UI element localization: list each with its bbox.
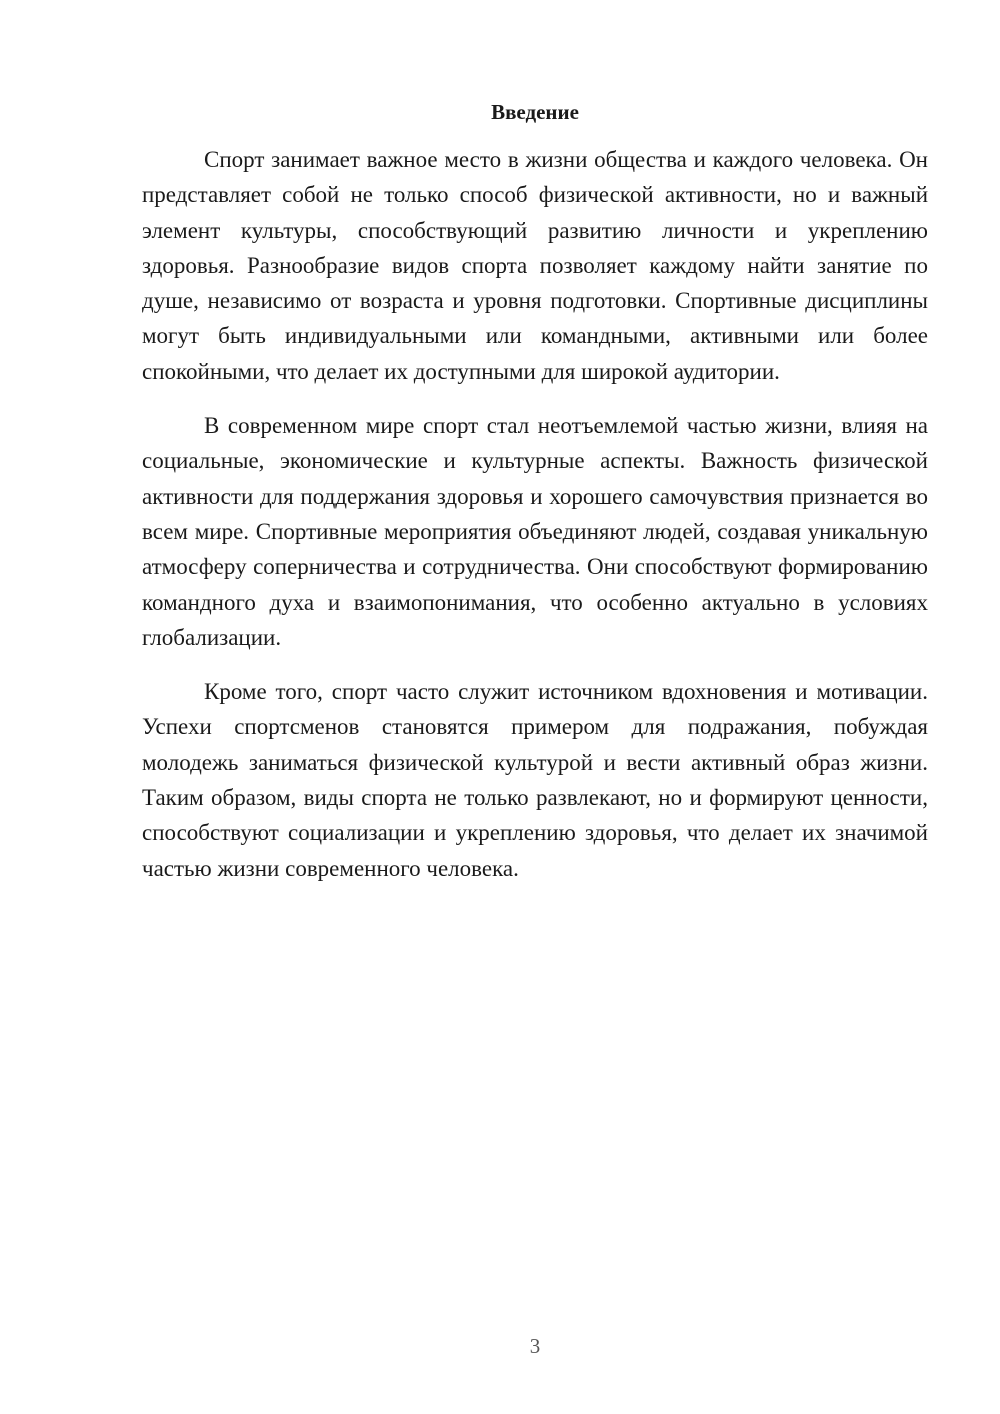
paragraph-3: Кроме того, спорт часто служит источником вдохновения и мотивации. Успехи спортсменов становятся примером для подражания, побуждая молодежь заниматься физической культурой и вести активный образ жизни. Таким образом, виды спорта не только развлекают, но и формируют ценности, способствуют социализации и укреплению здоровья, что делает их значимой частью жизни современного человека. (142, 679, 928, 881)
body-text (142, 142, 928, 905)
paragraph-2: В современном мире спорт стал неотъемлемой частью жизни, влияя на социальные, экономические и культурные аспекты. Важность физической активности для поддержания здоровья и хорошего самочувствия признается во всем мире. Спортивные мероприятия объединяют людей, создавая уникальную атмосферу соперничества и сотрудничества. Они способствуют формированию командного духа и взаимопонимания, что особенно актуально в условиях глобализации. (142, 413, 928, 650)
paragraph-1: Спорт занимает важное место в жизни общества и каждого человека. Он представляет собой не только способ физической активности, но и важный элемент культуры, способствующий развитию личности и укреплению здоровья. Разнообразие видов спорта позволяет каждому найти занятие по душе, независимо от возраста и уровня подготовки. Спортивные дисциплины могут быть индивидуальными или командными, активными или более спокойными, что делает их доступными для широкой аудитории. (142, 147, 928, 384)
page-number: 3 (529, 1334, 541, 1358)
section-title: Введение (491, 100, 579, 124)
